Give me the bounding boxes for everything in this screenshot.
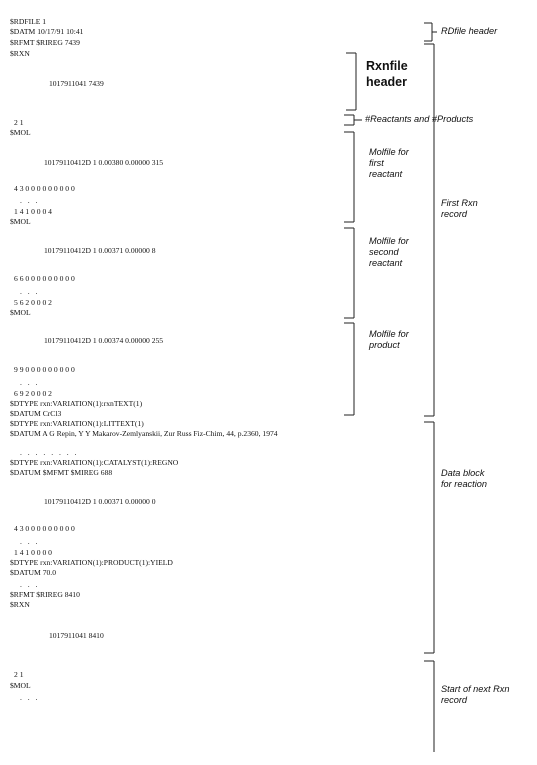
listing-ellipsis: . . . . . . . . xyxy=(20,448,79,457)
listing-line: 2 1 xyxy=(14,670,24,679)
listing-line: 1017911041 7439 xyxy=(49,79,104,88)
listing-line: 2 1 xyxy=(14,118,24,127)
listing-ellipsis: . . . xyxy=(20,580,40,589)
listing-ellipsis: . . . xyxy=(20,693,40,702)
label-rxnfile-header: Rxnfile header xyxy=(366,59,408,89)
listing-line: 1 4 1 0 0 0 0 xyxy=(14,548,52,557)
listing-ellipsis: . . . xyxy=(20,378,40,387)
listing-line: $RXN xyxy=(10,600,30,609)
listing-line: 1017911041 8410 xyxy=(49,631,104,640)
bracket-data-block xyxy=(424,422,434,653)
listing-line: $DATUM $MFMT $MIREG 688 xyxy=(10,468,113,477)
listing-line: $RDFILE 1 xyxy=(10,17,47,26)
listing-ellipsis: . . . xyxy=(20,287,40,296)
label-molfile-first: Molfile for first reactant xyxy=(369,147,409,179)
listing-line: 10179110412D 1 0.00371 0.00000 8 xyxy=(44,246,156,255)
label-molfile-second: Molfile for second reactant xyxy=(369,236,409,268)
listing-line: $DATM 10/17/91 10:41 xyxy=(10,27,84,36)
listing-line: $DATUM A G Repin, Y Y Makarov-Zemlyanskii, Zur Russ Fiz-Chim, 44, p.2360, 1974 xyxy=(10,429,278,438)
listing-line: $RXN xyxy=(10,49,30,58)
listing-line: 10179110412D 1 0.00380 0.00000 315 xyxy=(44,158,164,167)
listing-line: 1 4 1 0 0 0 4 xyxy=(14,207,52,216)
listing-line: $MOL xyxy=(10,217,31,226)
bracket-first-rxn xyxy=(424,44,434,416)
listing-line: 10179110412D 1 0.00374 0.00000 255 xyxy=(44,336,164,345)
label-rdfile-header: RDfile header xyxy=(441,26,498,36)
listing-line: $DTYPE rxn:VARIATION(1):CATALYST(1):REGNO xyxy=(10,458,179,467)
listing-line: $MOL xyxy=(10,128,31,137)
listing-line: 4 3 0 0 0 0 0 0 0 0 0 xyxy=(14,524,75,533)
listing-line: 10179110412D 1 0.00371 0.00000 0 xyxy=(44,497,156,506)
listing-ellipsis: . . . xyxy=(20,196,40,205)
bracket-reactants-products xyxy=(344,115,362,125)
label-first-rxn: First Rxn record xyxy=(441,198,478,219)
listing-line: $DTYPE rxn:VARIATION(1):PRODUCT(1):YIELD xyxy=(10,558,173,567)
label-data-block: Data block for reaction xyxy=(441,468,487,489)
label-next-rxn: Start of next Rxn record xyxy=(441,684,510,705)
listing-ellipsis: . . . xyxy=(20,537,40,546)
bracket-molfile-product xyxy=(344,323,354,415)
listing-line: $DTYPE rxn:VARIATION(1):rxnTEXT(1) xyxy=(10,399,143,408)
listing-line: 4 3 0 0 0 0 0 0 0 0 0 xyxy=(14,184,75,193)
listing-line: $DATUM CrCl3 xyxy=(10,409,62,418)
label-molfile-product: Molfile for product xyxy=(369,329,409,350)
bracket-rxnfile-header xyxy=(346,53,356,110)
listing-line: 6 6 0 0 0 0 0 0 0 0 0 xyxy=(14,274,75,283)
listing-line: 5 6 2 0 0 0 2 xyxy=(14,298,52,307)
listing-line: $MOL xyxy=(10,308,31,317)
listing-line: $MOL xyxy=(10,681,31,690)
listing-line: 9 9 0 0 0 0 0 0 0 0 0 xyxy=(14,365,75,374)
bracket-molfile-first xyxy=(344,132,354,222)
listing-line: $RFMT $RIREG 7439 xyxy=(10,38,80,47)
listing-line: $DTYPE rxn:VARIATION(1):LITTEXT(1) xyxy=(10,419,144,428)
bracket-next-rxn xyxy=(424,661,434,752)
listing-line: $DATUM 70.0 xyxy=(10,568,56,577)
bracket-molfile-second xyxy=(344,228,354,318)
listing-line: $RFMT $RIREG 8410 xyxy=(10,590,80,599)
label-reactants-products: #Reactants and #Products xyxy=(365,114,474,124)
bracket-rdfile-header xyxy=(424,23,437,41)
listing-line: 6 9 2 0 0 0 2 xyxy=(14,389,52,398)
